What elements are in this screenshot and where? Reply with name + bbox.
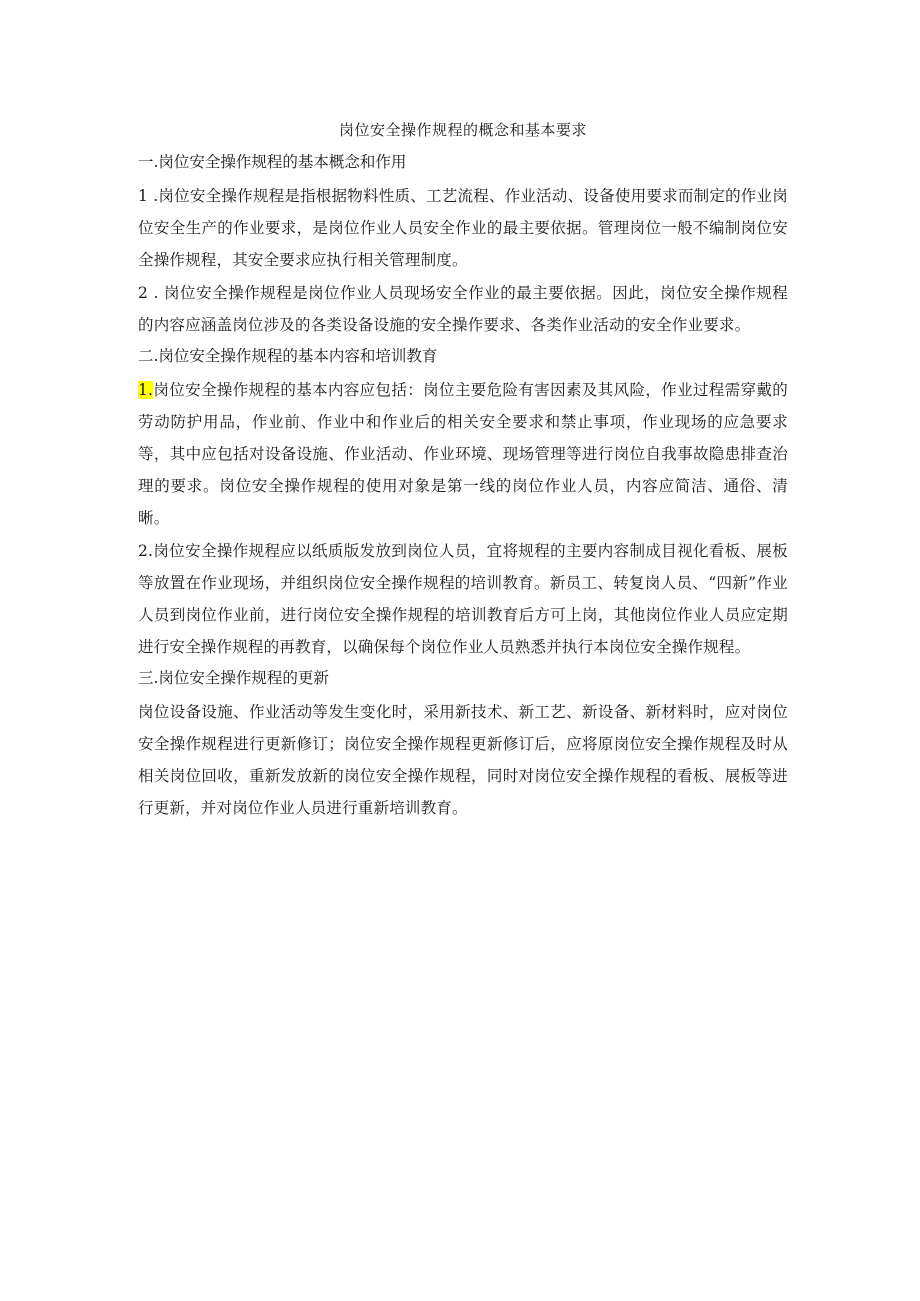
section-heading-1: 一.岗位安全操作规程的基本概念和作用: [138, 153, 407, 171]
highlighted-item-marker: 1.: [138, 381, 154, 399]
section-heading-2: 二.岗位安全操作规程的基本内容和培训教育: [138, 347, 438, 365]
section-1-paragraph-2: 2 . 岗位安全操作规程是岗位作业人员现场安全作业的最主要依据。因此，岗位安全操作规程的内容应涵盖岗位涉及的各类设备设施的安全操作要求、各类作业活动的安全作业要求。: [138, 284, 788, 334]
document-body: [138, 116, 788, 825]
document-title: 岗位安全操作规程的概念和基本要求: [338, 121, 587, 139]
section-2-paragraph-1-text: 岗位安全操作规程的基本内容应包括：岗位主要危险有害因素及其风险，作业过程需穿戴的劳动防护用品，作业前、作业中和作业后的相关安全要求和禁止事项，作业现场的应急要求等，其中应包括对设备设施、作业活动、作业环境、现场管理等进行岗位自我事故隐患排查治理的要求。岗位安全操作规程的使用对象是第一线的岗位作业人员，内容应简洁、通俗、清晰。: [138, 381, 788, 527]
section-heading-3: 三.岗位安全操作规程的更新: [138, 669, 329, 687]
section-3-paragraph-1: 岗位设备设施、作业活动等发生变化时，采用新技术、新工艺、新设备、新材料时，应对岗位安全操作规程进行更新修订；岗位安全操作规程更新修订后，应将原岗位安全操作规程及时从相关岗位回收，重新发放新的岗位安全操作规程，同时对岗位安全操作规程的看板、展板等进行更新，并对岗位作业人员进行重新培训教育。: [138, 703, 788, 817]
section-1-paragraph-1: 1 .岗位安全操作规程是指根据物料性质、工艺流程、作业活动、设备使用要求而制定的作业岗位安全生产的作业要求，是岗位作业人员安全作业的最主要依据。管理岗位一般不编制岗位安全操作规程，其安全要求应执行相关管理制度。: [138, 187, 788, 269]
section-2-paragraph-1: [138, 374, 788, 534]
section-2-paragraph-2: 2.岗位安全操作规程应以纸质版发放到岗位人员，宜将规程的主要内容制成目视化看板、展板等放置在作业现场，并组织岗位安全操作规程的培训教育。新员工、转复岗人员、“四新”作业人员到岗位作业前，进行岗位安全操作规程的培训教育后方可上岗，其他岗位作业人员应定期进行安全操作规程的再教育，以确保每个岗位作业人员熟悉并执行本岗位安全操作规程。: [138, 542, 788, 656]
